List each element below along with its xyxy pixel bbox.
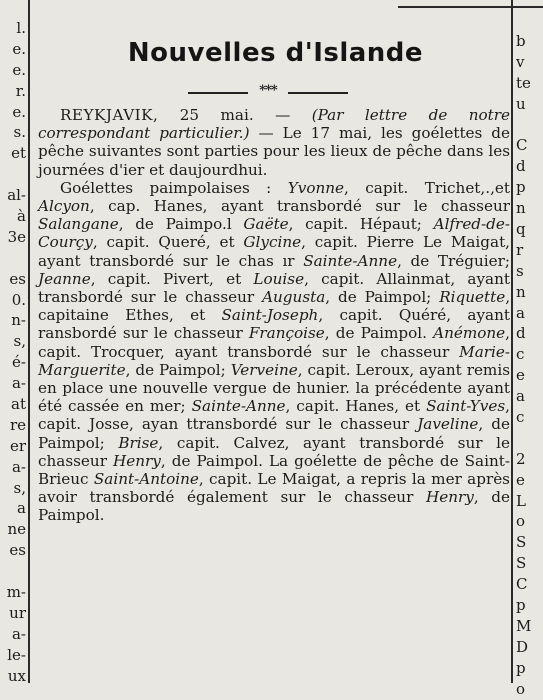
dateline-date: 25 mai. — [158, 106, 312, 124]
left-column-line: at [11, 395, 26, 414]
right-column-line: M [516, 616, 532, 635]
ornament-stars: *** [259, 83, 277, 98]
left-column-line: s. [13, 123, 26, 142]
paragraph-2-text: , cap. Hanes, ayant transbordé sur le chasseur [89, 197, 510, 216]
left-column-line: à [17, 207, 26, 226]
right-column-line: q [516, 220, 526, 239]
ornament-line-right [288, 92, 348, 94]
vessel-name: Saint-Yves [426, 397, 506, 416]
article-body [38, 106, 510, 525]
left-column-line: es [9, 269, 26, 288]
vessel-name: Riquette [439, 288, 506, 307]
right-column-line [516, 428, 543, 449]
paragraph-2-text: , capit. Josse, ayan ttransbordé sur le chasseur [38, 397, 510, 434]
left-column-line: a [17, 499, 26, 518]
vessel-name: Marie-Marguerite [38, 342, 510, 379]
left-column-line: er [9, 436, 26, 455]
left-column-line: et [11, 144, 26, 163]
right-column-line: a [516, 303, 525, 322]
left-column-line: a- [11, 457, 26, 476]
right-column-line: 2 [516, 449, 526, 468]
vessel-name: Henry [113, 451, 161, 470]
paragraph-2-text: , capit. Trocquer, ayant transbordé sur le chasseur [38, 324, 510, 361]
paragraph-2 [38, 179, 510, 525]
left-column-line: r. [15, 81, 26, 100]
left-column-line: a- [11, 374, 26, 393]
dateline-city: REYKJAVIK, [60, 106, 159, 124]
vessel-name: Jeanne [38, 269, 91, 288]
paragraph-2-text: , capit. Le Maigat, a repris la mer après avoir transbordé également sur le chasseur [38, 470, 510, 507]
ornament-line-left [188, 92, 248, 94]
right-column-line: b [516, 32, 526, 50]
left-column-line: e. [12, 60, 26, 79]
left-column-line: al- [7, 186, 26, 205]
paragraph-2-text: , capit. Leroux, ayant remis en place une nouvelle vergue de hunier. la précédente ayant été cassée en mer; [38, 360, 510, 416]
vessel-name: Verveine [230, 360, 298, 379]
right-column-line: e [516, 366, 525, 385]
right-column-line: p [516, 596, 526, 615]
vessel-name: Glycine [243, 233, 302, 252]
right-column-line: e [516, 470, 525, 489]
paragraph-2-text: , capit. Pivert, et [90, 269, 254, 288]
left-column-line: s, [13, 332, 26, 351]
right-column-line: p [516, 658, 526, 677]
right-column-line: n [516, 282, 526, 301]
left-column-line: é- [12, 353, 26, 372]
right-column-line: d [516, 157, 526, 176]
right-column-line: C [516, 575, 528, 594]
vessel-name: Anémone [433, 324, 506, 343]
left-column-line [0, 248, 26, 269]
left-column-line [0, 561, 26, 582]
paragraph-2-text: , de Paimpol; [325, 288, 440, 307]
credit-line: (Par lettre de notre correspondant particulier.) [38, 106, 511, 143]
vessel-name: Gaëte [243, 215, 289, 234]
paragraph-2-text: , capit. Trichet,.,et [344, 178, 510, 197]
vessel-name: Brise [118, 433, 159, 452]
paragraph-2-text: , capit. Quéré, ayant ransbordé sur le chasseur [38, 306, 510, 343]
right-column-fragment [516, 0, 543, 700]
right-column-line: n [516, 199, 526, 218]
right-column-line: s [516, 261, 524, 280]
paragraph-2-text: , de Paimpo.l [118, 215, 244, 234]
vessel-name: Javeline [417, 415, 479, 434]
vessel-name: Alcyon [38, 197, 90, 216]
vessel-name: Henry [425, 488, 474, 507]
left-column-line: a- [11, 624, 26, 643]
right-column-line: c [516, 345, 525, 364]
vessel-name: Louise [253, 269, 305, 288]
right-column-line: r [516, 240, 524, 259]
right-column-line: a [516, 387, 525, 406]
headline-ornament [188, 83, 348, 100]
paragraph-2-text: , capit. Hépaut; [288, 215, 434, 234]
right-column-line: o [516, 679, 526, 698]
left-column-line: ne [7, 520, 26, 539]
right-column-line: S [516, 533, 527, 552]
vessel-name: Alfred-de-Courçy [38, 215, 510, 252]
right-column-line: c [516, 408, 525, 427]
right-column-line: D [516, 637, 529, 656]
right-column-line [516, 115, 543, 136]
paragraph-2-text: , capit. Calvez, ayant transbordé sur le chasseur [38, 433, 510, 470]
paragraph-2-text: , capit. Pierre Le Maigat, ayant transbordé sur le chas ır [38, 233, 510, 270]
left-column-line: m- [6, 583, 26, 602]
column-rule-left [28, 0, 30, 683]
paragraph-2-text: , capit. Hanes, et [285, 397, 427, 416]
vessel-name: Sainte-Anne [191, 397, 286, 416]
headline: Nouvelles d'Islande [127, 38, 424, 68]
right-column-line: u [516, 94, 526, 113]
vessel-name: Saint-Antoine [93, 470, 199, 489]
left-column-line: ux [7, 666, 26, 685]
vessel-name: Yvonne [287, 178, 345, 197]
paragraph-2-text: , de Tréguier; [397, 251, 510, 270]
paragraph-2-text: , capit. Allainmat, ayant transbordé sur le chasseur [38, 269, 510, 307]
right-column-line: L [516, 491, 526, 510]
vessel-name: Françoise [248, 324, 325, 343]
right-column-line: C [516, 136, 528, 155]
left-column-line: es [9, 541, 26, 560]
right-column-line: S [516, 554, 527, 573]
paragraph-2-text: , capitaine Ethes, et [38, 288, 511, 325]
vessel-name: Sainte-Anne [303, 251, 398, 270]
left-column-line: e. [12, 39, 26, 58]
paragraph-2-text: , de Paimpol. La goélette de pêche de Saint-Brieuc [38, 451, 510, 489]
paragraph-1 [38, 106, 510, 179]
left-column-line [0, 164, 26, 185]
right-column-line: p [516, 178, 526, 197]
paragraph-2-text: , capit. Queré, et [92, 233, 244, 252]
vessel-name: Augusta [262, 288, 326, 307]
paragraph-2-text: Goélettes paimpolaises : [60, 178, 288, 197]
left-column-line: 0. [11, 290, 26, 309]
left-column-line: l. [16, 19, 26, 37]
left-column-fragment [0, 0, 26, 687]
left-column-line: n- [11, 311, 26, 330]
right-column-line: o [516, 512, 526, 531]
vessel-name: Salangane [38, 215, 119, 234]
paragraph-2-text: , de Paimpol; [38, 415, 510, 452]
left-column-line: re [9, 415, 26, 434]
vessel-name: Saint-Joseph [221, 306, 319, 325]
right-column-line: v [516, 52, 525, 71]
left-column-line: e. [12, 102, 26, 121]
left-column-line: le- [7, 645, 26, 664]
left-column-line: 3e [7, 227, 26, 246]
left-column-line: ur [9, 603, 26, 622]
paragraph-2-text: , de Paimpol. [324, 324, 434, 343]
left-column-line: s, [13, 478, 26, 497]
paragraph-1-text: — Le 17 mai, les goélettes de pêche suivantes sont parties pour les lieux de pêche dans les journées d'ier et daujourdhui. [38, 124, 510, 179]
paragraph-2-text: , de Paimpol. [38, 488, 511, 525]
right-column-line: te [516, 73, 531, 92]
right-column-line: d [516, 324, 526, 343]
column-rule-right [511, 0, 513, 683]
paragraph-2-text: , de Paimpol; [125, 360, 231, 379]
